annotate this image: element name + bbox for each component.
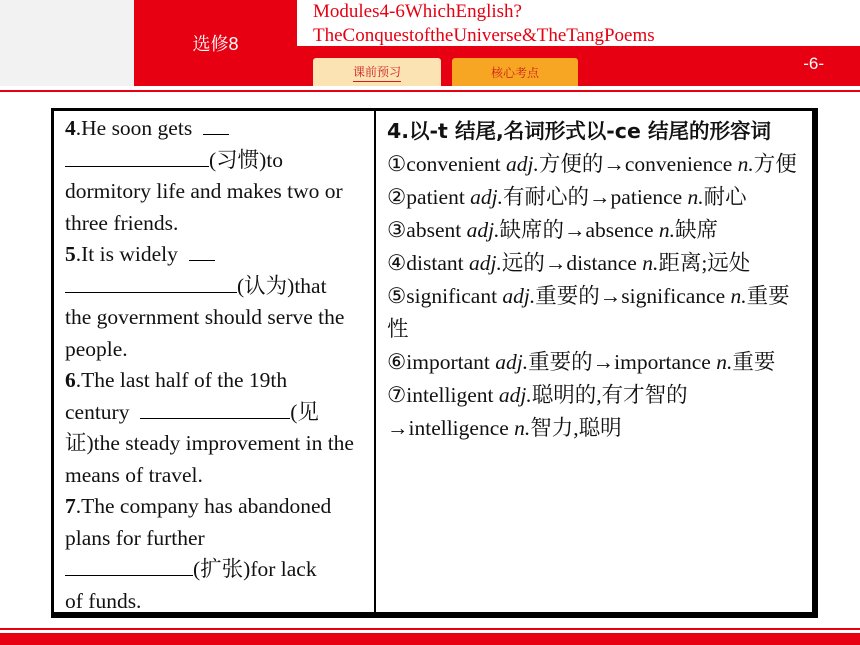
word-pair-1: ①convenient adj.方便的→convenience n.方便	[387, 152, 797, 176]
answer-blank[interactable]	[65, 274, 237, 293]
word-pair-6: ⑥important adj.重要的→importance n.重要	[387, 350, 776, 374]
answer-blank[interactable]	[65, 557, 193, 576]
page-title	[313, 0, 853, 48]
tab-core-label: 核心考点	[490, 65, 539, 80]
column-divider	[374, 111, 376, 612]
exercise-5: 5.It is widely (认为)that the government should serve the people.	[65, 242, 345, 361]
page-number: -6-	[803, 54, 824, 73]
footer-bar	[0, 633, 860, 645]
exercise-6: 6.The last half of the 19th century (见 证)the steady improvement in the means of travel.	[65, 368, 354, 487]
answer-blank[interactable]	[140, 400, 290, 419]
header-divider	[0, 90, 860, 92]
answer-blank[interactable]	[189, 242, 215, 261]
word-pair-2: ②patient adj.有耐心的→patience n.耐心	[387, 185, 747, 209]
notes-heading: 4.以-t 结尾,名词形式以-ce 结尾的形容词	[387, 119, 771, 143]
content-table	[51, 108, 818, 618]
footer-line	[0, 628, 860, 630]
exercise-column	[65, 113, 365, 617]
title-line-1: Modules4-6WhichEnglish?	[313, 1, 522, 22]
word-pair-7: ⑦intelligent adj.聪明的,有才智的→intelligence n.智力,聪明	[387, 383, 688, 440]
tab-preview-label: 课前预习	[353, 63, 401, 82]
word-pair-5: ⑤significant adj.重要的→significance n.重要性	[387, 284, 790, 341]
exercise-7: 7.The company has abandoned plans for further (扩张)for lack of funds.	[65, 494, 332, 613]
title-line-2: TheConquestoftheUniverse&TheTangPoems	[313, 25, 655, 46]
header-left-panel	[0, 0, 134, 86]
answer-blank[interactable]	[203, 116, 229, 135]
tab-preview[interactable]	[313, 58, 441, 86]
tab-core-points[interactable]	[452, 58, 578, 86]
word-pair-4: ④distant adj.远的→distance n.距离;远处	[387, 251, 751, 275]
course-badge: 选修8	[134, 0, 297, 86]
answer-blank[interactable]	[65, 148, 209, 167]
notes-column	[387, 115, 807, 445]
exercise-4: 4.He soon gets (习惯)to dormitory life and makes two or three friends.	[65, 116, 343, 235]
word-pair-3: ③absent adj.缺席的→absence n.缺席	[387, 218, 719, 242]
